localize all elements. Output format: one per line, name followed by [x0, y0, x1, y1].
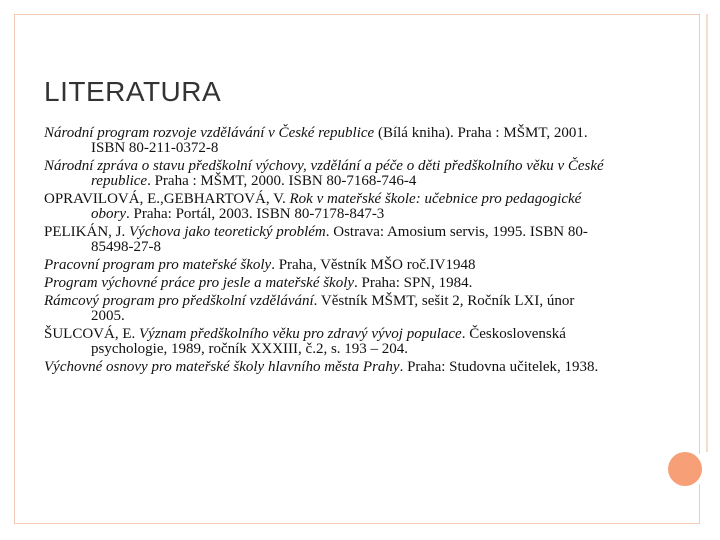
reference-author: ŠULCOVÁ, E. [44, 326, 140, 342]
reference-title: Program výchovné práce pro jesle a mateřské školy [44, 275, 355, 291]
reference-title: Výchova jako teoretický problém [129, 224, 326, 240]
reference-title: Pracovní program pro mateřské školy [44, 257, 272, 273]
reference-item [44, 192, 604, 222]
reference-title: Rámcový program pro předškolní vzdělávání [44, 293, 314, 309]
reference-author: PELIKÁN, J. [44, 224, 129, 240]
reference-details: . Ostrava: Amosium servis, 1995. ISBN 80-85498-27-8 [91, 224, 588, 255]
reference-details: . Praha: Studovna učitelek, 1938. [399, 359, 599, 375]
reference-title: Význam předškolního věku pro zdravý vývoj populace [139, 326, 462, 342]
reference-details: . Věstník MŠMT, sešit 2, Ročník LXI, únor 2005. [91, 293, 575, 324]
reference-title: Národní program rozvoje vzdělávání v České republice [44, 125, 375, 141]
reference-item [44, 294, 604, 324]
reference-item [44, 126, 604, 156]
reference-details: . Praha: Portál, 2003. ISBN 80-7178-847-3 [126, 206, 385, 222]
slide-title: LITERATURA [44, 76, 222, 107]
decorative-circle [668, 452, 702, 486]
reference-list [44, 126, 604, 378]
reference-title: Rok v mateřské škole: učebnice pro pedagogické obory [91, 191, 582, 222]
reference-author: OPRAVILOVÁ, E.,GEBHARTOVÁ, V. [44, 191, 290, 207]
reference-details: . Československá psychologie, 1989, ročník XXXIII, č.2, s. 193 – 204. [91, 326, 566, 357]
reference-details: . Praha : MŠMT, 2000. ISBN 80-7168-746-4 [147, 173, 417, 189]
reference-title: Národní zpráva o stavu předškolní výchovy, vzdělání a péče o děti předškolního věku v České republice [44, 158, 604, 189]
reference-details: . Praha: SPN, 1984. [354, 275, 473, 291]
reference-details: (Bílá kniha). Praha : MŠMT, 2001. ISBN 80-211-0372-8 [91, 125, 588, 156]
reference-item [44, 258, 604, 273]
reference-item [44, 327, 604, 357]
reference-title: Výchovné osnovy pro mateřské školy hlavního města Prahy [44, 359, 400, 375]
decorative-accent-line [706, 14, 708, 452]
reference-item [44, 276, 604, 291]
reference-details: . Praha, Věstník MŠO roč.IV1948 [271, 257, 476, 273]
reference-item [44, 225, 604, 255]
reference-item [44, 159, 604, 189]
reference-item [44, 360, 604, 375]
